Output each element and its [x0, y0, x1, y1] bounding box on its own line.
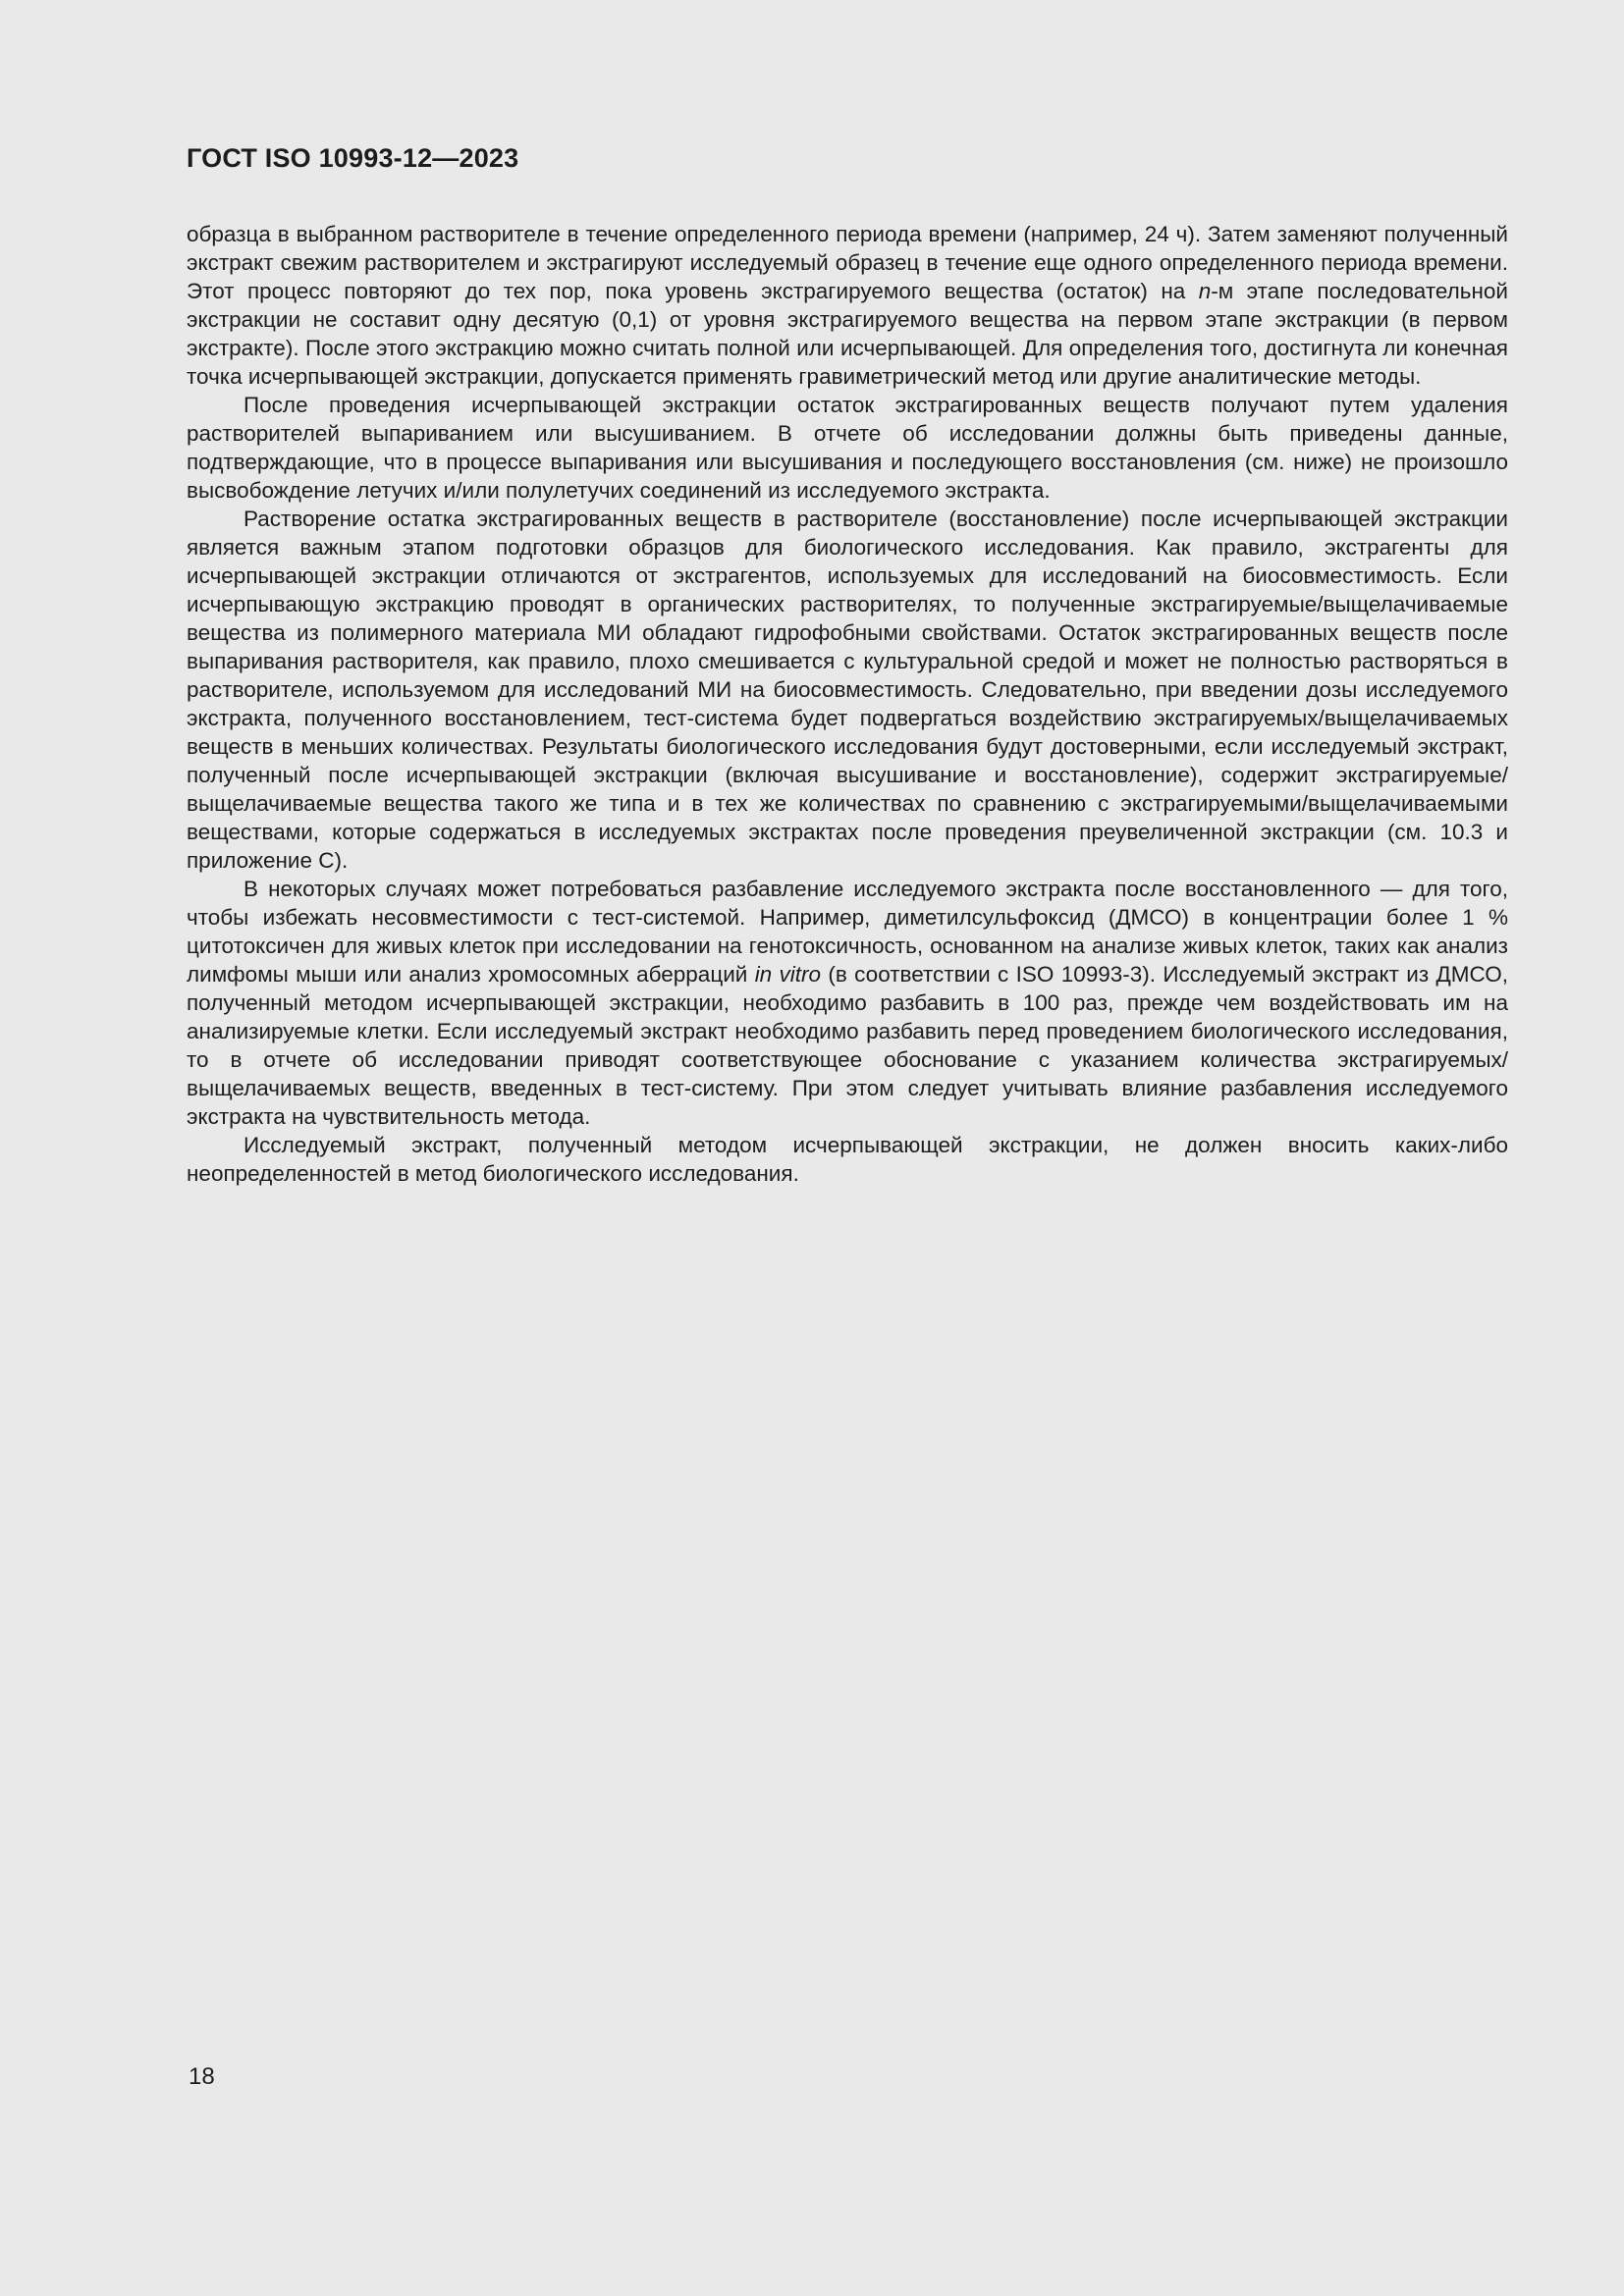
text-run: После проведения исчерпывающей экстракции остаток экстрагированных веществ получают путем удаления растворителей выпариванием или высушиванием. В отчете об исследовании должны быть приведены данные, подтверждающие, что в процессе выпаривания или высушивания и последующего восстановления (см. ниже) не произошло высвобождение летучих и/или полулетучих соединений из исследуемого экстракта. — [187, 393, 1508, 503]
paragraph — [187, 505, 1508, 875]
page-number: 18 — [189, 2063, 215, 2090]
paragraph — [187, 220, 1508, 391]
text-run: В некоторых случаях может потребоваться разбавление исследуемого экстракта после восстановленного — для того, чтобы избежать несовместимости с тест-системой. Например, диметилсульфоксид (ДМСО) в концентрации более 1 % цитотоксичен для живых клеток при исследовании на генотоксичность, основанном на анализе живых клеток, таких как анализ лимфомы мыши или анализ хромосомных аберраций — [187, 877, 1508, 987]
italic-text-run: n — [1198, 279, 1212, 303]
paragraph — [187, 1131, 1508, 1188]
text-run: Исследуемый экстракт, полученный методом исчерпывающей экстракции, не должен вносить каких-либо неопределенностей в метод биологического исследования. — [187, 1133, 1508, 1186]
running-header: ГОСТ ISO 10993-12—2023 — [187, 143, 519, 173]
text-run: -м этапе последовательной экстракции не составит одну десятую (0,1) от уровня экстрагируемого вещества на первом этапе экстракции (в первом экстракте). После этого экстракцию можно считать полной или исчерпывающей. Для определения того, достигнута ли конечная точка исчерпывающей экстракции, допускается применять гравиметрический метод или другие аналитические методы. — [187, 279, 1508, 389]
text-run: образца в выбранном растворителе в течение определенного периода времени (например, 24 ч). Затем заменяют полученный экстракт свежим растворителем и экстрагируют исследуемый образец в течение еще одного определенного периода времени. Этот процесс повторяют до тех пор, пока уровень экстрагируемого вещества (остаток) на — [187, 222, 1508, 303]
body-text — [187, 220, 1508, 1188]
text-run: Растворение остатка экстрагированных веществ в растворителе (восстановление) после исчерпывающей экстракции является важным этапом подготовки образцов для биологического исследования. Как правило, экстрагенты для исчерпывающей экстракции отличаются от экстрагентов, используемых для исследований на биосовместимость. Если исчерпывающую экстракцию проводят в органических растворителях, то полученные экстрагируемые/выщелачиваемые вещества из полимерного материала МИ обладают гидрофобными свойствами. Остаток экстрагированных веществ после выпаривания растворителя, как правило, плохо смешивается с культуральной средой и может не полностью растворяться в растворителе, используемом для исследований МИ на биосовместимость. Следовательно, при введении дозы исследуемого экстракта, полученного восстановлением, тест-система будет подвергаться воздействию экстрагируемых/выщелачиваемых веществ в меньших количествах. Результаты биологического исследования будут достоверными, если исследуемый экстракт, полученный после исчерпывающей экстракции (включая высушивание и восстановление), содержит экстрагируемые/выщелачиваемые вещества такого же типа и в тех же количествах по сравнению с экстрагируемыми/выщелачиваемыми веществами, которые содержаться в исследуемых экстрактах после проведения преувеличенной экстракции (см. 10.3 и приложение С). — [187, 507, 1508, 873]
paragraph — [187, 391, 1508, 505]
paragraph — [187, 875, 1508, 1131]
text-run: (в соответствии с ISO 10993-3). Исследуемый экстракт из ДМСО, полученный методом исчерпывающей экстракции, необходимо разбавить в 100 раз, прежде чем воздействовать им на анализируемые клетки. Если исследуемый экстракт необходимо разбавить перед проведением биологического исследования, то в отчете об исследовании приводят соответствующее обоснование с указанием количества экстрагируемых/выщелачиваемых веществ, введенных в тест-систему. При этом следует учитывать влияние разбавления исследуемого экстракта на чувствительность метода. — [187, 962, 1508, 1129]
italic-text-run: in vitro — [754, 962, 822, 987]
